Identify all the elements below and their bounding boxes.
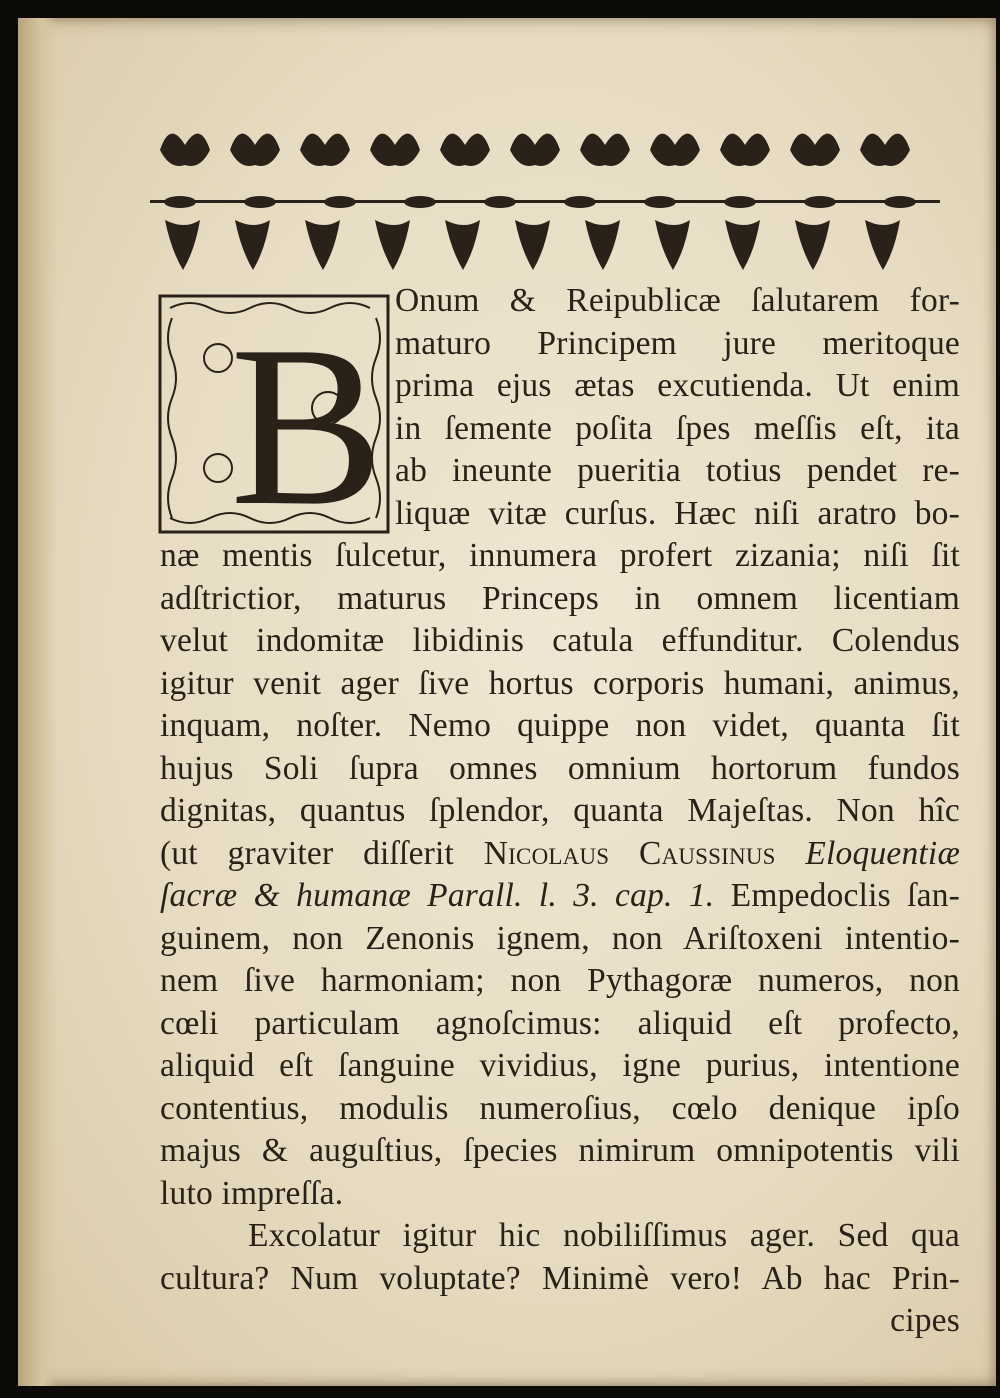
author-name: Nicolaus Caussinus — [483, 834, 776, 872]
text-line: velut indomitæ libidinis catula effunditur. Colendus — [160, 622, 960, 659]
citation-tail: Empedoclis ſan- — [730, 877, 960, 914]
ornamental-headpiece — [140, 110, 950, 280]
text-line: Onum & Reipublicæ ſalutarem for- — [395, 282, 960, 319]
headpiece-row-top — [160, 134, 910, 166]
text-line: ab ineunte pueritia totius pendet re- — [395, 452, 960, 489]
text-line: liquæ vitæ curſus. Hæc niſi aratro bo- — [395, 494, 960, 532]
text-line: inquam, noſter. Nemo quippe non videt, quanta ſit — [160, 707, 960, 744]
text-line: prima ejus ætas excutienda. Ut enim — [395, 367, 960, 404]
text-line: hujus Soli ſupra omnes omnium hortorum fundos — [160, 749, 960, 787]
text-line-citation — [160, 833, 960, 876]
text-line: luto impreſſa. — [160, 1174, 344, 1212]
text-line: næ mentis ſulcetur, innumera profert zizania; niſi ſit — [160, 537, 960, 574]
text-line: majus & auguſtius, ſpecies nimirum omnipotentis vili — [160, 1132, 960, 1169]
page-gutter — [18, 18, 58, 1386]
text-line: nem ſive harmoniam; non Pythagoræ numeros, non — [160, 962, 960, 999]
text-line: aliquid eſt ſanguine vividius, igne purius, intentione — [160, 1047, 960, 1084]
work-title: Eloquentiæ — [805, 834, 960, 872]
catchword: cipes — [890, 1302, 960, 1339]
text-line: dignitas, quantus ſplendor, quanta Majeſtas. Non hîc — [160, 792, 960, 829]
initial-letter-glyph: B — [230, 298, 384, 538]
citation-lead: (ut graviter diſſerit — [160, 834, 455, 872]
text-line-citation-cont — [160, 875, 960, 918]
text-line-paragraph-start: Excolatur igitur hic nobiliſſimus ager. Sed qua — [248, 1217, 960, 1254]
text-line: maturo Principem jure meritoque — [395, 324, 960, 362]
text-line: cultura? Num voluptate? Minimè vero! Ab hac Prin- — [160, 1259, 960, 1297]
main-text — [160, 280, 960, 1343]
headpiece-row-bottom — [165, 220, 900, 270]
text-line: cœli particulam agnoſcimus: aliquid eſt profecto, — [160, 1004, 960, 1042]
text-line: contentius, modulis numeroſius, cœlo denique ipſo — [160, 1089, 960, 1127]
text-line: adſtrictior, maturus Princeps in omnem licentiam — [160, 579, 960, 617]
book-page — [18, 18, 996, 1386]
headpiece-row-middle — [150, 196, 940, 208]
text-line: in ſemente poſita ſpes meſſis eſt, ita — [395, 409, 960, 447]
work-title-cont: ſacræ & humanæ Parall. l. 3. cap. 1. — [160, 877, 715, 914]
text-line: guinem, non Zenonis ignem, non Ariſtoxeni intentio- — [160, 919, 960, 957]
text-line: igitur venit ager ſive hortus corporis humani, animus, — [160, 664, 960, 702]
